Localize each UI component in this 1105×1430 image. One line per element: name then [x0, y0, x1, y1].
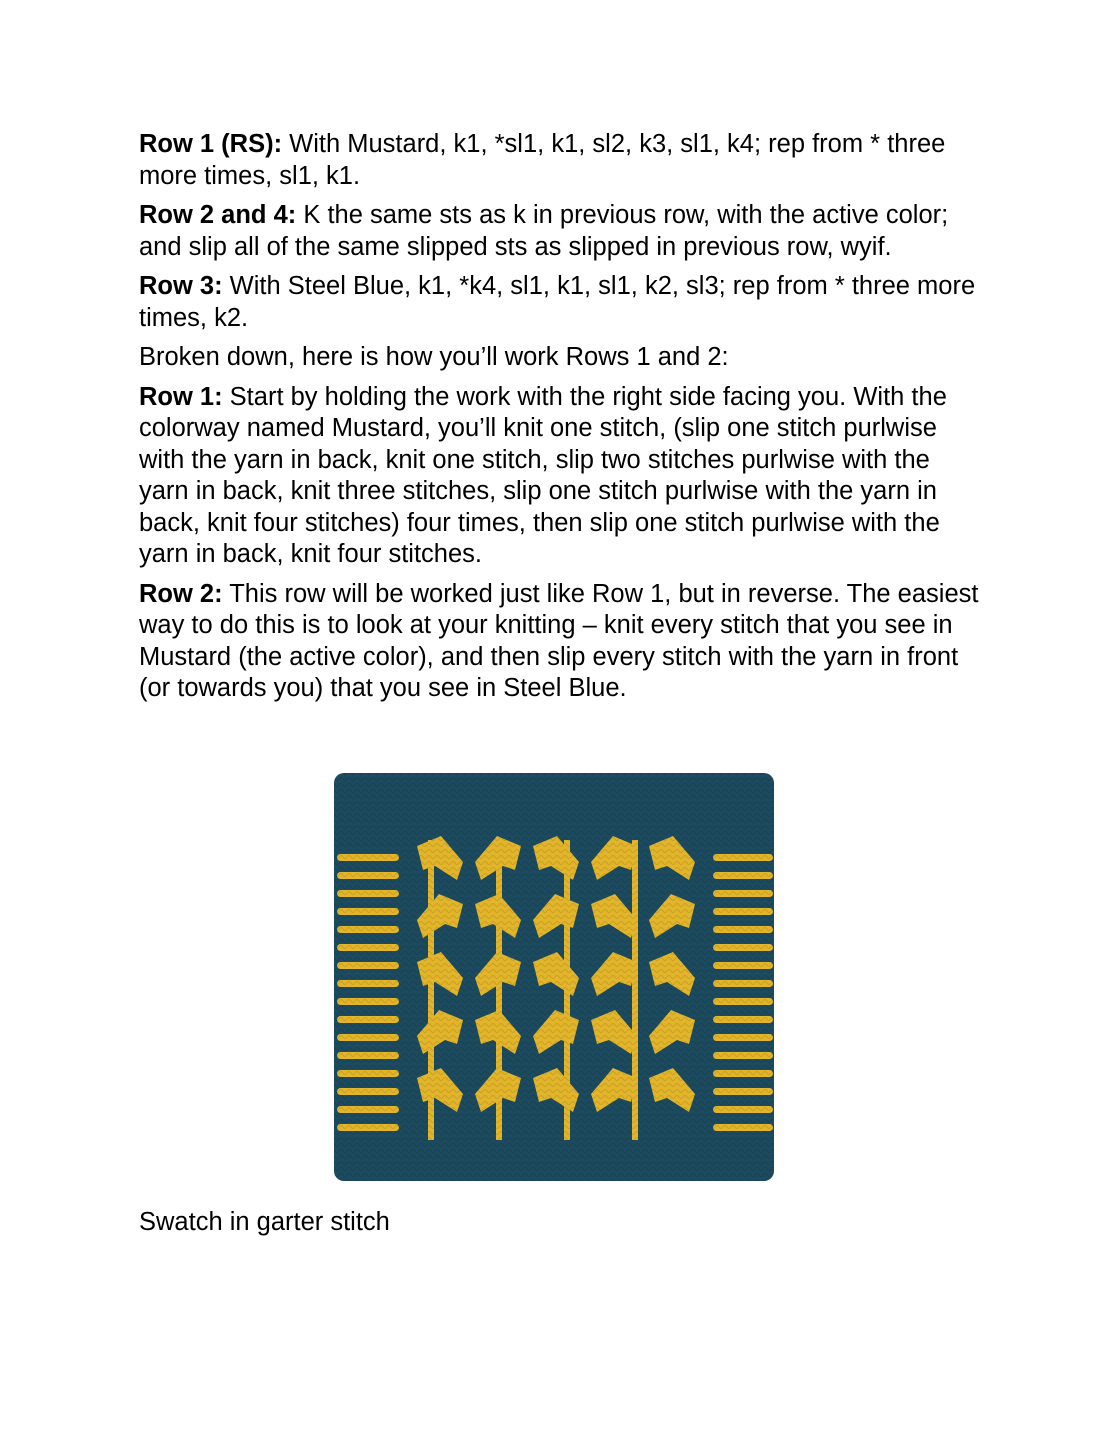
text: With Mustard, k1, *sl1, k1, sl2, k3, sl1, k4; rep from * three more times, sl1, k1.: [139, 130, 946, 190]
paragraph-row1-rs: [139, 129, 979, 192]
knit-texture: [334, 773, 774, 1181]
image-caption: Swatch in garter stitch: [139, 1208, 390, 1236]
text: This row will be worked just like Row 1, but in reverse. The easiest way to do this is to look at your knitting – knit every stitch that you see in Mustard (the active color), and then slip every stitch with the yarn in front (or towards you) that you see in Steel Blue.: [139, 579, 979, 702]
label: Row 2:: [139, 579, 223, 608]
knitted-swatch: [331, 770, 777, 1184]
instructions: [139, 129, 979, 713]
paragraph-row2-detail: [139, 579, 979, 705]
label: Row 3:: [139, 272, 223, 300]
text: Start by holding the work with the right side facing you. With the colorway named Mustard, you’ll knit one stitch, (slip one stitch purlwise with the yarn in back, knit one stitch, slip two stitches purlwise with the yarn in back, knit three stitches, slip one stitch purlwise with the yarn in back, knit four stitches) four times, then slip one stitch purlwise with the yarn in back, knit four stitches.: [139, 382, 947, 568]
swatch-image: [331, 770, 777, 1184]
paragraph-row3: [139, 271, 979, 334]
text: Broken down, here is how you’ll work Rows 1 and 2:: [139, 343, 729, 371]
paragraph-row1-detail: [139, 382, 979, 571]
label: Row 1 (RS):: [139, 130, 283, 158]
paragraph-row2-and-4: [139, 200, 979, 263]
label: Row 2 and 4:: [139, 201, 297, 229]
text: K the same sts as k in previous row, with the active color; and slip all of the same slipped sts as slipped in previous row, wyif.: [139, 201, 949, 261]
label: Row 1:: [139, 382, 223, 411]
paragraph-broken-down: [139, 342, 979, 374]
text: With Steel Blue, k1, *k4, sl1, k1, sl1, k2, sl3; rep from * three more times, k2.: [139, 272, 976, 332]
